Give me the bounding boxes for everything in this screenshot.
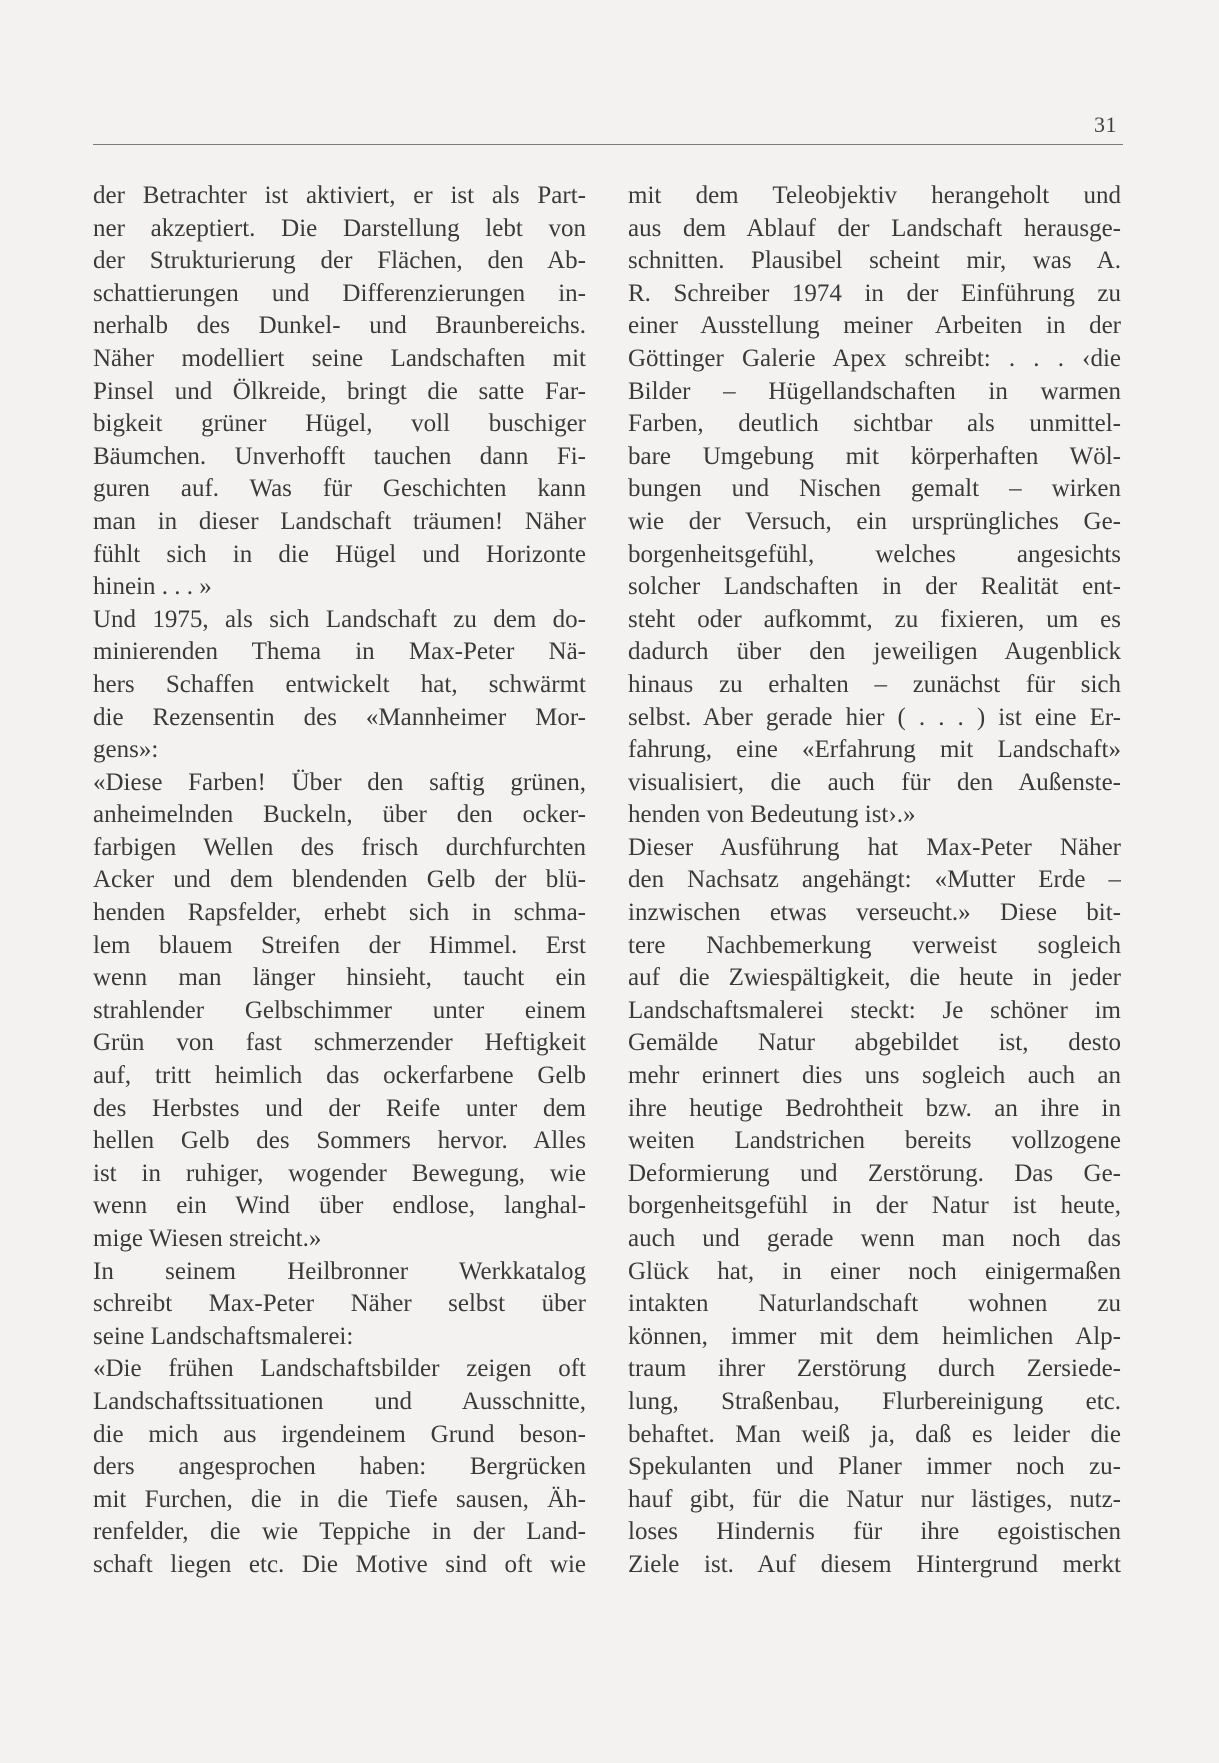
text-line: die mich aus irgendeinem Grund beson- — [93, 1420, 586, 1448]
text-line: Gemälde Natur abgebildet ist, desto — [628, 1029, 1121, 1057]
text-line: fühlt sich in die Hügel und Horizonte — [93, 540, 586, 568]
text-line: einer Ausstellung meiner Arbeiten in der — [628, 312, 1121, 340]
text-line: Bäumchen. Unverhofft tauchen dann Fi- — [93, 442, 586, 470]
text-line: «Die frühen Landschaftsbilder zeigen oft — [93, 1355, 586, 1383]
text-line: Ziele ist. Auf diesem Hintergrund merkt — [628, 1550, 1121, 1578]
text-line: mit Furchen, die in die Tiefe sausen, Äh- — [93, 1485, 586, 1513]
text-line: Göttinger Galerie Apex schreibt: . . . ‹die — [628, 344, 1121, 372]
text-line: In seinem Heilbronner Werkkatalog — [93, 1257, 586, 1285]
text-line: bare Umgebung mit körperhaften Wöl- — [628, 442, 1121, 470]
text-line: ihre heutige Bedrohtheit bzw. an ihre in — [628, 1094, 1121, 1122]
text-line: bigkeit grüner Hügel, voll buschiger — [93, 410, 586, 438]
text-line: borgenheitsgefühl, welches angesichts — [628, 540, 1121, 568]
text-line: anheimelnden Buckeln, über den ocker- — [93, 801, 586, 829]
text-line: schnitten. Plausibel scheint mir, was A. — [628, 247, 1121, 275]
text-line: Glück hat, in einer noch einigermaßen — [628, 1257, 1121, 1285]
text-line: weiten Landstrichen bereits vollzogene — [628, 1127, 1121, 1155]
text-line: steht oder aufkommt, zu fixieren, um es — [628, 605, 1121, 633]
text-line: fahrung, eine «Erfahrung mit Landschaft» — [628, 736, 1121, 764]
text-line: können, immer mit dem heimlichen Alp- — [628, 1322, 1121, 1350]
text-line: henden Rapsfelder, erhebt sich in schma- — [93, 899, 586, 927]
text-line: Näher modelliert seine Landschaften mit — [93, 344, 586, 372]
text-line: tere Nachbemerkung verweist sogleich — [628, 931, 1121, 959]
text-line: selbst. Aber gerade hier ( . . . ) ist eine Er- — [628, 703, 1121, 731]
text-line: ders angesprochen haben: Bergrücken — [93, 1453, 586, 1481]
text-line: inzwischen etwas verseucht.» Diese bit- — [628, 899, 1121, 927]
text-line: gens»: — [93, 736, 159, 764]
text-line: auf die Zwiespältigkeit, die heute in jeder — [628, 964, 1121, 992]
text-line: nerhalb des Dunkel- und Braunbereichs. — [93, 312, 586, 340]
text-line: hinaus zu erhalten – zunächst für sich — [628, 670, 1121, 698]
text-line: wie der Versuch, ein ursprüngliches Ge- — [628, 507, 1121, 535]
text-line: guren auf. Was für Geschichten kann — [93, 475, 586, 503]
text-line: man in dieser Landschaft träumen! Näher — [93, 507, 586, 535]
text-line: dadurch über den jeweiligen Augenblick — [628, 638, 1121, 666]
text-line: henden von Bedeutung ist›.» — [628, 801, 916, 829]
text-line: R. Schreiber 1974 in der Einführung zu — [628, 279, 1121, 307]
text-line: loses Hindernis für ihre egoistischen — [628, 1518, 1121, 1546]
text-line: aus dem Ablauf der Landschaft herausge- — [628, 214, 1121, 242]
text-line: mige Wiesen streicht.» — [93, 1225, 322, 1252]
text-line: der Strukturierung der Flächen, den Ab- — [93, 247, 586, 275]
text-line: strahlender Gelbschimmer unter einem — [93, 996, 586, 1024]
text-line: die Rezensentin des «Mannheimer Mor- — [93, 703, 586, 731]
text-line: seine Landschaftsmalerei: — [93, 1322, 354, 1350]
text-line: solcher Landschaften in der Realität ent- — [628, 573, 1121, 601]
text-line: der Betrachter ist aktiviert, er ist als Part- — [93, 182, 586, 209]
text-line: borgenheitsgefühl in der Natur ist heute, — [628, 1192, 1121, 1220]
page-number: 31 — [1094, 112, 1117, 137]
text-line: farbigen Wellen des frisch durchfurchten — [93, 833, 586, 861]
text-line: des Herbstes und der Reife unter dem — [93, 1094, 586, 1122]
text-line: Acker und dem blendenden Gelb der blü- — [93, 866, 586, 894]
text-line: «Diese Farben! Über den saftig grünen, — [93, 768, 586, 796]
text-line: Grün von fast schmerzender Heftigkeit — [93, 1029, 586, 1057]
text-line: schaft liegen etc. Die Motive sind oft wie — [93, 1550, 586, 1578]
text-line: Dieser Ausführung hat Max-Peter Näher — [628, 833, 1121, 861]
text-line: Spekulanten und Planer immer noch zu- — [628, 1453, 1121, 1481]
text-line: mehr erinnert dies uns sogleich auch an — [628, 1062, 1121, 1090]
text-line: den Nachsatz angehängt: «Mutter Erde – — [628, 866, 1121, 894]
header-rule — [93, 144, 1123, 145]
text-line: visualisiert, die auch für den Außenste- — [628, 768, 1121, 796]
text-line: hers Schaffen entwickelt hat, schwärmt — [93, 670, 586, 698]
text-line: Bilder – Hügellandschaften in warmen — [628, 377, 1121, 405]
text-line: Landschaftssituationen und Ausschnitte, — [93, 1387, 586, 1415]
text-line: hauf gibt, für die Natur nur lästiges, nutz- — [628, 1485, 1121, 1513]
text-line: hinein . . . » — [93, 573, 212, 601]
text-line: intakten Naturlandschaft wohnen zu — [628, 1290, 1121, 1318]
text-line: auf, tritt heimlich das ockerfarbene Gelb — [93, 1062, 586, 1090]
text-line: traum ihrer Zerstörung durch Zersiede- — [628, 1355, 1121, 1383]
text-line: renfelder, die wie Teppiche in der Land- — [93, 1518, 586, 1546]
text-line: minierenden Thema in Max-Peter Nä- — [93, 638, 586, 666]
text-line: Landschaftsmalerei steckt: Je schöner im — [628, 996, 1121, 1024]
text-line: lung, Straßenbau, Flurbereinigung etc. — [628, 1387, 1121, 1415]
text-line: schreibt Max-Peter Näher selbst über — [93, 1290, 586, 1318]
text-line: schattierungen und Differenzierungen in- — [93, 279, 586, 307]
text-line: Und 1975, als sich Landschaft zu dem do- — [93, 605, 586, 633]
text-line: lem blauem Streifen der Himmel. Erst — [93, 931, 586, 959]
text-line: wenn man länger hinsieht, taucht ein — [93, 964, 586, 992]
text-line: hellen Gelb des Sommers hervor. Alles — [93, 1127, 586, 1155]
text-line: bungen und Nischen gemalt – wirken — [628, 475, 1121, 503]
text-line: auch und gerade wenn man noch das — [628, 1225, 1121, 1252]
text-line: mit dem Teleobjektiv herangeholt und — [628, 182, 1121, 209]
text-line: wenn ein Wind über endlose, langhal- — [93, 1192, 586, 1220]
text-line: Pinsel und Ölkreide, bringt die satte Far- — [93, 377, 586, 405]
right-text-column — [628, 180, 1121, 1582]
left-text-column — [93, 180, 586, 1582]
text-line: ist in ruhiger, wogender Bewegung, wie — [93, 1159, 586, 1187]
text-line: Deformierung und Zerstörung. Das Ge- — [628, 1159, 1121, 1187]
text-line: Farben, deutlich sichtbar als unmittel- — [628, 410, 1121, 438]
text-line: behaftet. Man weiß ja, daß es leider die — [628, 1420, 1121, 1448]
text-line: ner akzeptiert. Die Darstellung lebt von — [93, 214, 586, 242]
